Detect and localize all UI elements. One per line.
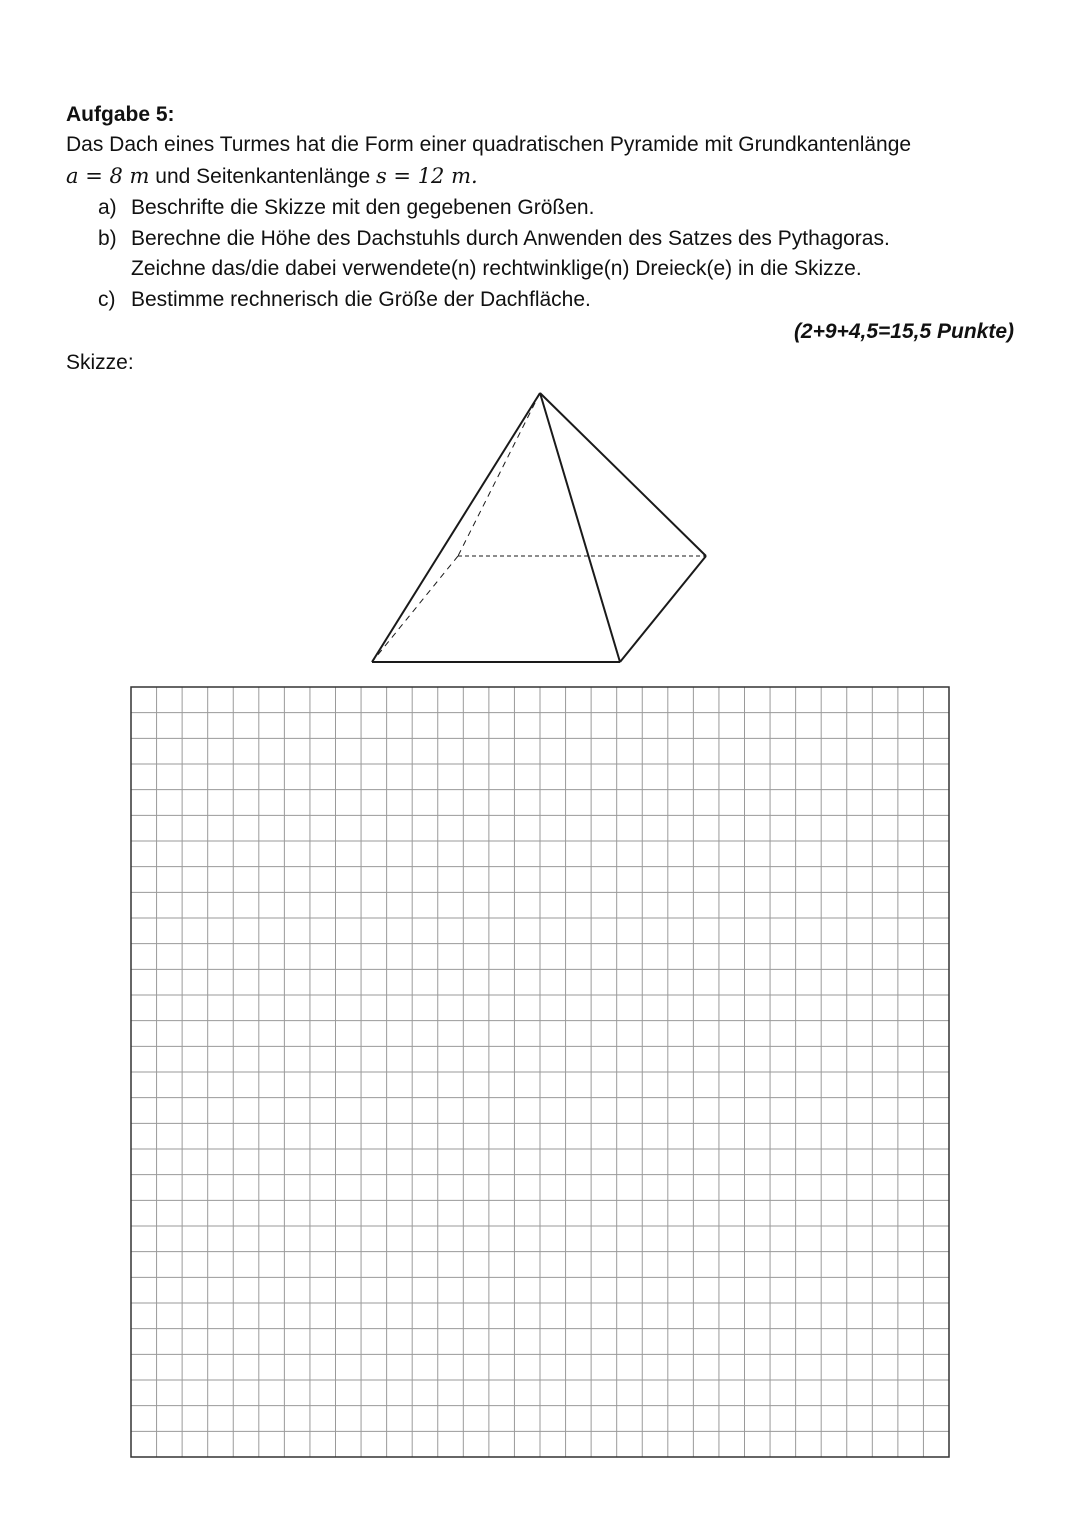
task-title: Aufgabe 5: xyxy=(66,103,175,126)
subtask-b-text: Berechne die Höhe des Dachstuhls durch Anwenden des Satzes des Pythagoras. xyxy=(131,227,890,250)
variable-a: a xyxy=(66,164,79,188)
subtask-a-label: a) xyxy=(98,196,117,219)
subtask-c xyxy=(98,285,591,315)
points-summary: (2+9+4,5=15,5 Punkte) xyxy=(793,320,1014,343)
value-s: = 12 xyxy=(386,164,452,188)
unit-a: m xyxy=(129,164,150,188)
unit-s: m xyxy=(451,164,472,188)
edge-apex-front-left xyxy=(372,393,540,662)
variable-s: s xyxy=(375,164,387,188)
intro-end: . xyxy=(471,164,478,188)
subtask-b xyxy=(98,224,890,254)
subtask-b-label: b) xyxy=(98,227,117,250)
edge-base-right xyxy=(620,556,706,662)
hidden-edge-apex-back xyxy=(458,393,540,556)
subtask-a-text: Beschrifte die Skizze mit den gegebenen Größen. xyxy=(131,196,595,219)
subtask-b-continuation: Zeichne das/die dabei verwendete(n) rechtwinklige(n) Dreieck(e) in die Skizze. xyxy=(131,257,862,280)
subtask-c-label: c) xyxy=(98,288,116,311)
answer-grid[interactable] xyxy=(130,686,950,1458)
intro-middle-text: und Seitenkantenlänge xyxy=(149,165,376,188)
value-a: = 8 xyxy=(78,164,130,188)
intro-line-1: Das Dach eines Turmes hat die Form einer quadratischen Pyramide mit Grundkantenlänge xyxy=(66,133,912,156)
sketch-label: Skizze: xyxy=(66,351,134,374)
pyramid-sketch xyxy=(360,385,720,670)
subtask-c-text: Bestimme rechnerisch die Größe der Dachfläche. xyxy=(131,288,591,311)
hidden-edge-left-base xyxy=(372,556,458,662)
subtask-a xyxy=(98,193,594,223)
intro-line-2 xyxy=(66,161,478,192)
